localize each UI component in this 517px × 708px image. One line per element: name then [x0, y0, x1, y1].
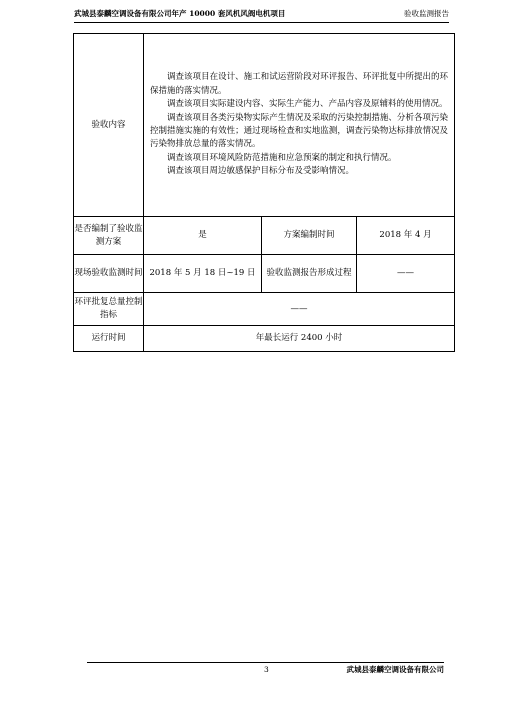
quota-label: 环评批复总量控制指标: [74, 293, 144, 326]
inspection-paragraph: 调查该项目环境风险防范措施和应急预案的制定和执行情况。: [167, 152, 397, 163]
inspection-paragraph: 调查该项目实际建设内容、实际生产能力、产品内容及原辅料的使用情况。: [167, 99, 448, 110]
inspection-paragraph: 调查该项目周边敏感保护目标分布及受影响情况。: [167, 166, 355, 177]
report-formation-label: 验收监测报告形成过程: [262, 255, 357, 293]
plan-label: 是否编制了验收监测方案: [74, 217, 144, 255]
inspection-paragraph: 调查该项目在设计、施工和试运营阶段对环评报告、环评批复中所提出的环保措施的落实情况。: [150, 72, 449, 96]
inspection-content: [144, 34, 455, 217]
plan-date-label: 方案编制时间: [262, 217, 357, 255]
acceptance-table: [73, 33, 455, 352]
monitoring-value: 2018 年 5 月 18 日~19 日: [144, 255, 262, 293]
quota-value: ——: [144, 293, 455, 326]
table-row: [74, 293, 455, 326]
page-number: 3: [264, 665, 269, 674]
footer-company: 武城县泰麟空调设备有限公司: [346, 665, 444, 674]
report-formation-value: ——: [357, 255, 455, 293]
report-section: 验收监测报告: [404, 9, 449, 18]
page-header: [74, 8, 449, 23]
table-row: [74, 255, 455, 293]
runtime-value: 年最长运行 2400 小时: [144, 326, 455, 352]
table-row: [74, 326, 455, 352]
table-row: [74, 34, 455, 217]
table-row: [74, 217, 455, 255]
plan-value: 是: [144, 217, 262, 255]
inspection-paragraph: 调查该项目各类污染物实际产生情况及采取的污染控制措施、分析各项污染控制措施实施的有效性；通过现场检查和实地监测，调查污染物达标排放情况及污染物排放总量的落实情况。: [150, 112, 449, 150]
plan-date-value: 2018 年 4 月: [357, 217, 455, 255]
inspection-label: 验收内容: [74, 34, 144, 217]
monitoring-label: 现场验收监测时间: [74, 255, 144, 293]
project-title: 武城县泰麟空调设备有限公司年产 10000 套风机风阀电机项目: [74, 9, 286, 18]
runtime-label: 运行时间: [74, 326, 144, 352]
page-footer: [87, 662, 444, 677]
